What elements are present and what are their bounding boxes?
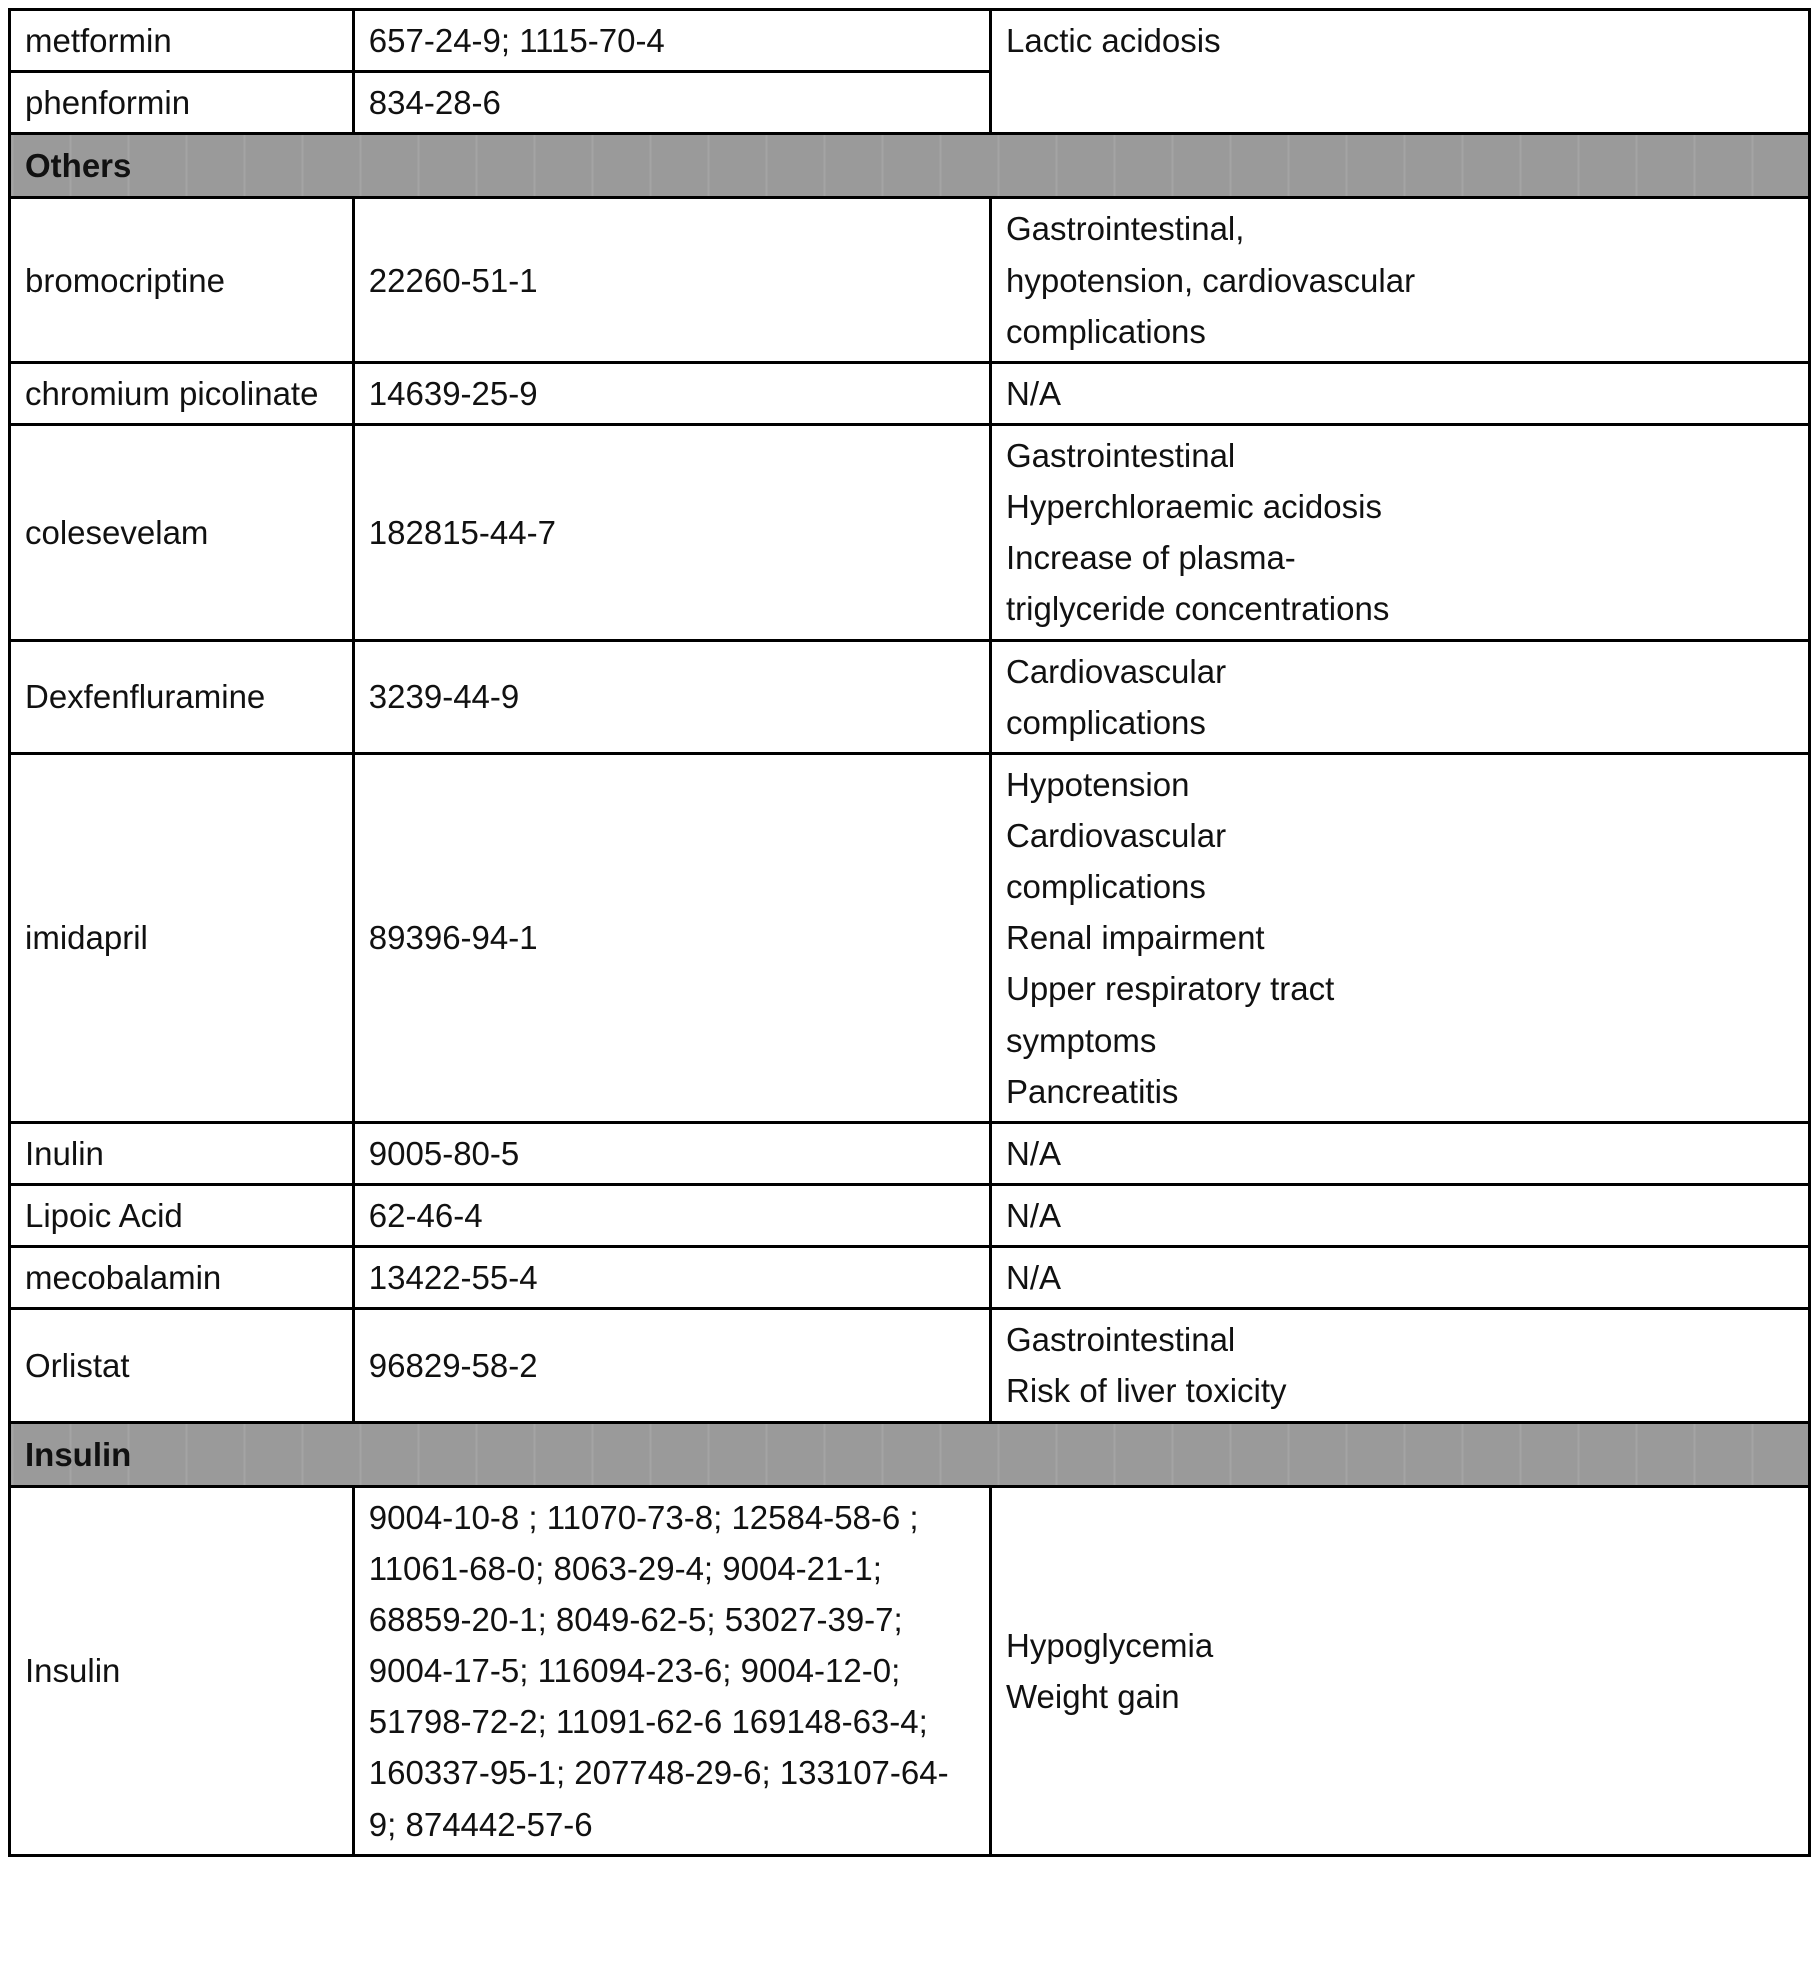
cas-number-cell: 22260-51-1 (353, 198, 990, 362)
table-row (10, 10, 1810, 72)
side-effects-cell: Gastrointestinal Risk of liver toxicity (990, 1309, 1809, 1422)
cas-number-cell: 89396-94-1 (353, 753, 990, 1122)
side-effects-cell: Hypoglycemia Weight gain (990, 1486, 1809, 1855)
drug-name-cell: Lipoic Acid (10, 1184, 354, 1246)
table-row (10, 640, 1810, 753)
drug-name-cell: metformin (10, 10, 354, 72)
table-row (10, 1122, 1810, 1184)
cas-number-cell: 3239-44-9 (353, 640, 990, 753)
table-row (10, 1486, 1810, 1855)
section-header-row (10, 134, 1810, 198)
table-row (10, 424, 1810, 640)
section-header-label: Others (10, 134, 1810, 198)
drug-name-cell: imidapril (10, 753, 354, 1122)
table-row (10, 753, 1810, 1122)
drug-table (8, 8, 1811, 1857)
section-header-label: Insulin (10, 1422, 1810, 1486)
side-effects-cell: N/A (990, 1247, 1809, 1309)
cas-number-cell: 9004-10-8 ; 11070-73-8; 12584-58-6 ; 11061-68-0; 8063-29-4; 9004-21-1; 68859-20-1; 8049-62-5; 53027-39-7; 9004-17-5; 116094-23-6; 9004-12-0; 51798-72-2; 11091-62-6 169148-63-4; 160337-95-1; 207748-29-6; 133107-64-9; 874442-57-6 (353, 1486, 990, 1855)
table-row (10, 1309, 1810, 1422)
cas-number-cell: 182815-44-7 (353, 424, 990, 640)
cas-number-cell: 657-24-9; 1115-70-4 (353, 10, 990, 72)
table-row (10, 1184, 1810, 1246)
side-effects-cell: Cardiovascular complications (990, 640, 1809, 753)
side-effects-cell: Gastrointestinal Hyperchloraemic acidosis Increase of plasma- triglyceride concentrations (990, 424, 1809, 640)
drug-name-cell: Inulin (10, 1122, 354, 1184)
drug-name-cell: mecobalamin (10, 1247, 354, 1309)
cas-number-cell: 96829-58-2 (353, 1309, 990, 1422)
table-row (10, 198, 1810, 362)
side-effects-cell: Hypotension Cardiovascular complications Renal impairment Upper respiratory tract symptoms Pancreatitis (990, 753, 1809, 1122)
side-effects-cell: Gastrointestinal, hypotension, cardiovascular complications (990, 198, 1809, 362)
table-row (10, 1247, 1810, 1309)
cas-number-cell: 14639-25-9 (353, 362, 990, 424)
table-row (10, 362, 1810, 424)
drug-name-cell: Orlistat (10, 1309, 354, 1422)
drug-name-cell: chromium picolinate (10, 362, 354, 424)
cas-number-cell: 9005-80-5 (353, 1122, 990, 1184)
side-effects-cell: N/A (990, 1184, 1809, 1246)
drug-name-cell: Insulin (10, 1486, 354, 1855)
section-header-row (10, 1422, 1810, 1486)
cas-number-cell: 62-46-4 (353, 1184, 990, 1246)
side-effects-cell: Lactic acidosis (990, 10, 1809, 134)
drug-name-cell: phenformin (10, 72, 354, 134)
cas-number-cell: 834-28-6 (353, 72, 990, 134)
side-effects-cell: N/A (990, 362, 1809, 424)
side-effects-cell: N/A (990, 1122, 1809, 1184)
drug-name-cell: bromocriptine (10, 198, 354, 362)
drug-name-cell: Dexfenfluramine (10, 640, 354, 753)
cas-number-cell: 13422-55-4 (353, 1247, 990, 1309)
drug-name-cell: colesevelam (10, 424, 354, 640)
